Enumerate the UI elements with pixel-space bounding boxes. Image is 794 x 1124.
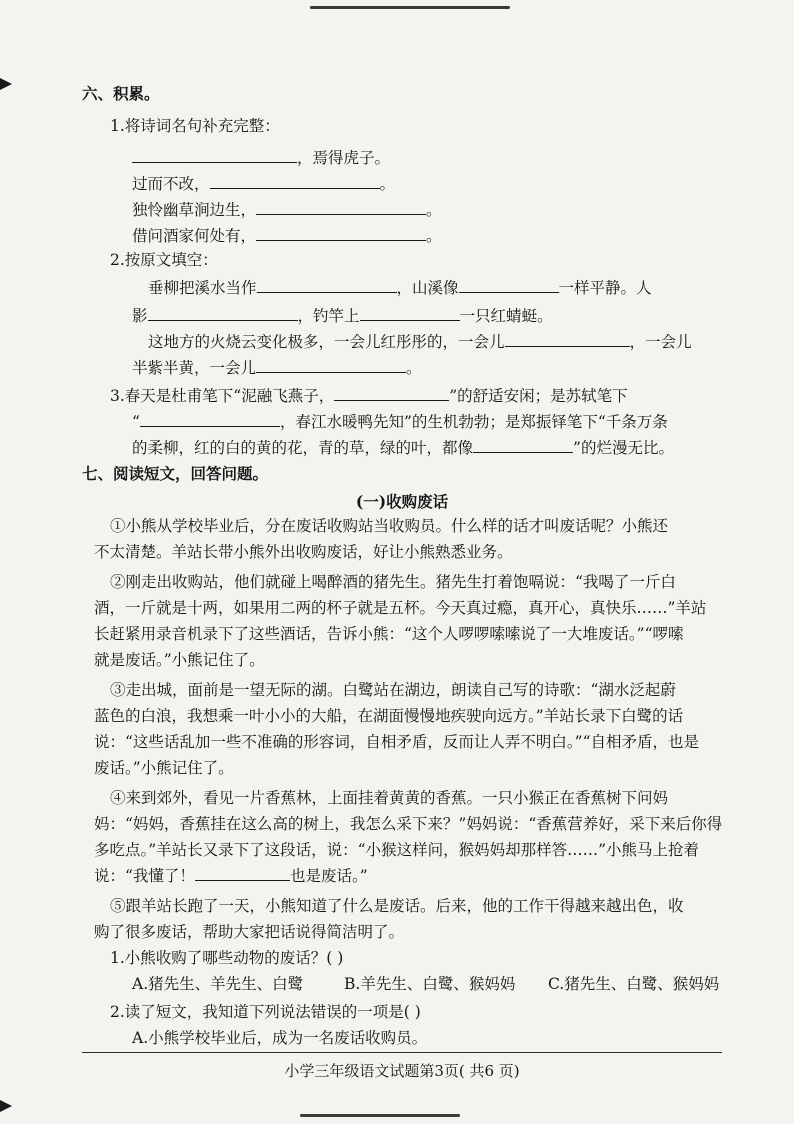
s6-q3-line1: 3.春天是杜甫笔下“泥融飞燕子， ”的舒适安闲；是苏轼笔下 (110, 387, 628, 405)
p1-line: 不太清楚。羊站长带小熊外出收购废话，好让小熊熟悉业务。 (94, 543, 513, 561)
s6-q2-line3: 这地方的火烧云变化极多，一会儿红彤彤的，一会儿 ，一会儿 (148, 333, 692, 351)
s7-q1-option-b[interactable]: B.羊先生、白鹭、猴妈妈 (344, 975, 516, 993)
answer-blank[interactable] (256, 200, 426, 215)
answer-blank[interactable] (256, 226, 426, 241)
s6-q2-line2: 影 ，钓竿上 一只红蜻蜓。 (132, 307, 553, 325)
p2-line: ②刚走出收购站，他们就碰上喝醉酒的猪先生。猪先生打着饱嗝说：“我喝了一斤白 (110, 573, 676, 591)
section6-title: 六、积累。 (82, 84, 160, 103)
footer-separator (82, 1052, 722, 1053)
answer-blank[interactable] (140, 412, 280, 427)
s7-q1-option-a[interactable]: A.猪先生、羊先生、白鹭 (132, 975, 304, 993)
margin-mark-bottom (0, 1100, 12, 1112)
s6-q2-line1: 垂柳把溪水当作 ，山溪像 一样平静。人 (148, 279, 652, 297)
s6-q1-line3: 独怜幽草涧边生， 。 (132, 201, 442, 219)
p3-line: 废话。”小熊记住了。 (94, 759, 234, 777)
answer-blank[interactable] (360, 306, 460, 321)
scan-edge-top (310, 6, 510, 9)
p5-line: 购了很多废话，帮助大家把话说得简洁明了。 (94, 923, 405, 941)
p3-line: 说：“这些话乱加一些不准确的形容词，自相矛盾，反而让人弄不明白。”“自相矛盾，也是 (94, 733, 700, 751)
answer-blank[interactable] (256, 358, 406, 373)
s7-q1-option-c[interactable]: C.猪先生、白鹭、猴妈妈 (548, 975, 720, 993)
s6-q1-line4: 借问酒家何处有， 。 (132, 227, 442, 245)
p3-line: ③走出城，面前是一望无际的湖。白鹭站在湖边，朗读自己写的诗歌：“湖水泛起蔚 (110, 681, 676, 699)
answer-blank[interactable] (195, 866, 290, 881)
s6-q1-label: 1.将诗词名句补充完整： (110, 117, 280, 135)
s6-q2-line4: 半紫半黄，一会儿 。 (132, 359, 422, 377)
p2-line: 酒，一斤就是十两，如果用二两的杯子就是五杯。今天真过瘾，真开心，真快乐……”羊站 (94, 599, 707, 617)
s6-q1-line1: ，焉得虎子。 (132, 148, 390, 168)
margin-mark-top (0, 78, 12, 90)
answer-blank[interactable] (505, 332, 630, 347)
p4-line: 妈：“妈妈，香蕉挂在这么高的树上，我怎么采下来？”妈妈说：“香蕉营养好，采下来后你得 (94, 815, 723, 833)
p4-line: ④来到郊外，看见一片香蕉林，上面挂着黄黄的香蕉。一只小猴正在香蕉树下问妈 (110, 789, 669, 807)
answer-blank[interactable] (459, 278, 559, 293)
s6-q2-label: 2.按原文填空： (110, 251, 218, 269)
scan-edge-bottom (300, 1114, 460, 1117)
p2-line: 就是废话。”小熊记住了。 (94, 651, 265, 669)
p4-line: 多吃点。”羊站长又录下了这段话，说：“小猴这样问，猴妈妈却那样答……”小熊马上抢着 (94, 841, 700, 859)
answer-blank[interactable] (132, 148, 297, 163)
answer-blank[interactable] (210, 174, 380, 189)
s7-q2-label: 2.读了短文，我知道下列说法错误的一项是( ) (110, 1003, 421, 1021)
answer-blank[interactable] (334, 386, 449, 401)
s6-q3-line3: 的柔柳，红的白的黄的花，青的草，绿的叶，都像 ”的烂漫无比。 (132, 439, 674, 457)
s6-q1-line2: 过而不改， 。 (132, 175, 396, 193)
p3-line: 蓝色的白浪，我想乘一叶小小的大船，在湖面慢慢地疾驶向远方。”羊站长录下白鹭的话 (94, 707, 684, 725)
p5-line: ⑤跟羊站长跑了一天，小熊知道了什么是废话。后来，他的工作干得越来越出色，收 (110, 897, 684, 915)
p4-line-last: 说：“我懂了！ 也是废话。” (94, 867, 368, 885)
s6-q3-line2: “ ，春江水暖鸭先知”的生机勃勃；是郑振铎笔下“千条万条 (132, 413, 668, 431)
answer-blank[interactable] (148, 306, 298, 321)
answer-blank[interactable] (473, 438, 573, 453)
section7-title: 七、阅读短文，回答问题。 (82, 464, 269, 483)
p1-line: ①小熊从学校毕业后，分在废话收购站当收购员。什么样的话才叫废话呢？小熊还 (110, 517, 669, 535)
p2-line: 长赶紧用录音机录下了这些酒话，告诉小熊：“这个人啰啰嗦嗦说了一大堆废话。”“啰嗦 (94, 625, 684, 643)
s7-q1-label: 1.小熊收购了哪些动物的废话？( ) (110, 949, 344, 967)
story-title: (一)收购废话 (355, 492, 449, 511)
answer-blank[interactable] (257, 278, 397, 293)
page-footer: 小学三年级语文试题第3页( 共6 页) (284, 1062, 520, 1080)
s7-q2-option-a[interactable]: A.小熊学校毕业后，成为一名废话收购员。 (132, 1029, 428, 1047)
